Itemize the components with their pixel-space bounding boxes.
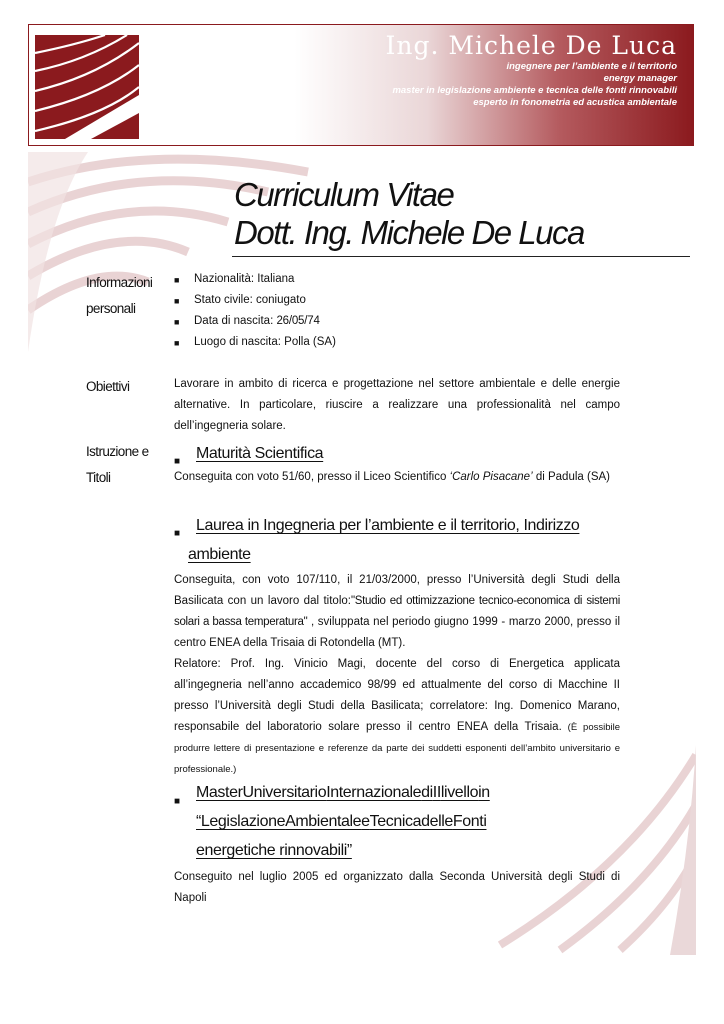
heading-word: e [361,813,370,830]
cv-title: Curriculum Vitae [234,176,454,213]
square-bullet-icon: ■ [174,528,180,539]
heading-word: Universitario [242,784,327,801]
heading-master: ■ MasterUniversitarioInternazionalediIIlivelloin “LegislazioneAmbientaleeTecnicadelleFonti energetiche rinnovabili” [174,784,490,859]
heading-word: in [478,784,490,801]
label-education-1: Istruzione e [86,444,149,459]
header-subtitle-3: master in legislazione ambiente e tecnica delle fonti rinnovabili [392,85,677,96]
header-name: Ing. Michele De Luca [385,31,677,60]
label-education-2: Titoli [86,470,111,485]
laurea-text: Conseguita, con voto 107/110, il 21/03/2000, presso l’Università degli Studi della Basilicata con un lavoro dal titolo:"Studio ed ottimizzazione tecnico-economica di sistemi solari a bassa temperatura" , sviluppata nel periodo giugno 1999 - marzo 2000, presso il centro ENEA della Trisaia di Rotondella (MT). Relatore: Prof. Ing. Vinicio Magi, docente del corso di Energetica applicata all’ingegneria nell’anno accademico 98/99 ed attualmente del corso di Macchine II presso l’Università degli Studi della Basilicata; correlatore: Ing. Domenico Marano, responsabile del laboratorio solare presso il centro ENEA della Trisaia. (È possibile produrre lettere di presentazione e referenze da parte dei suddetti esponenti dell’ambito universitario e professionale.) [174,574,621,775]
cv-name: Dott. Ing. Michele De Luca [234,214,584,251]
square-bullet-icon: ■ [174,796,180,807]
master-text: Conseguito nel luglio 2005 ed organizzato dalla Seconda Università degli Studi di Napoli [174,871,620,904]
title-rule [232,256,690,257]
heading-word: Internazionale [326,784,422,801]
heading-laurea: ■ Laurea in Ingegneria per l’ambiente e il territorio, Indirizzo ambiente [174,517,580,563]
label-objectives: Obiettivi [86,379,130,394]
square-bullet-icon: ■ [174,317,180,327]
objectives-text: Lavorare in ambito di ricerca e progettazione nel settore ambientale e delle energie alternative. In particolare, riuscire a realizzare una professionalità nel campo dell’ingegneria solare. [174,378,620,432]
heading-word: livello [440,784,479,801]
logo-icon [35,35,139,139]
heading-word: II [432,784,441,801]
header-subtitle-4: esperto in fonometria ed acustica ambientale [473,97,677,108]
square-bullet-icon: ■ [174,456,180,467]
heading-word: Ambientale [285,813,362,830]
heading-word: di [421,784,433,801]
heading-word: Tecnica [369,813,422,830]
header-subtitle-2: energy manager [603,73,677,84]
maturita-text: Conseguita con voto 51/60, presso il Liceo Scientifico ‘Carlo Pisacane’ di Padula (SA) [174,471,610,483]
header-banner [28,24,694,146]
square-bullet-icon: ■ [174,296,180,306]
heading-word: Fonti [452,813,487,830]
label-personal-info-2: personali [86,301,136,316]
header-subtitle-1: ingegnere per l’ambiente e il territorio [506,61,677,72]
square-bullet-icon: ■ [174,275,180,285]
heading-word: delle [421,813,453,830]
label-personal-info-1: Informazioni [86,275,153,290]
heading-maturita: ■ Maturità Scientifica [174,439,620,468]
heading-word: “Legislazione [196,813,286,830]
heading-word: Master [196,784,243,801]
square-bullet-icon: ■ [174,338,180,348]
